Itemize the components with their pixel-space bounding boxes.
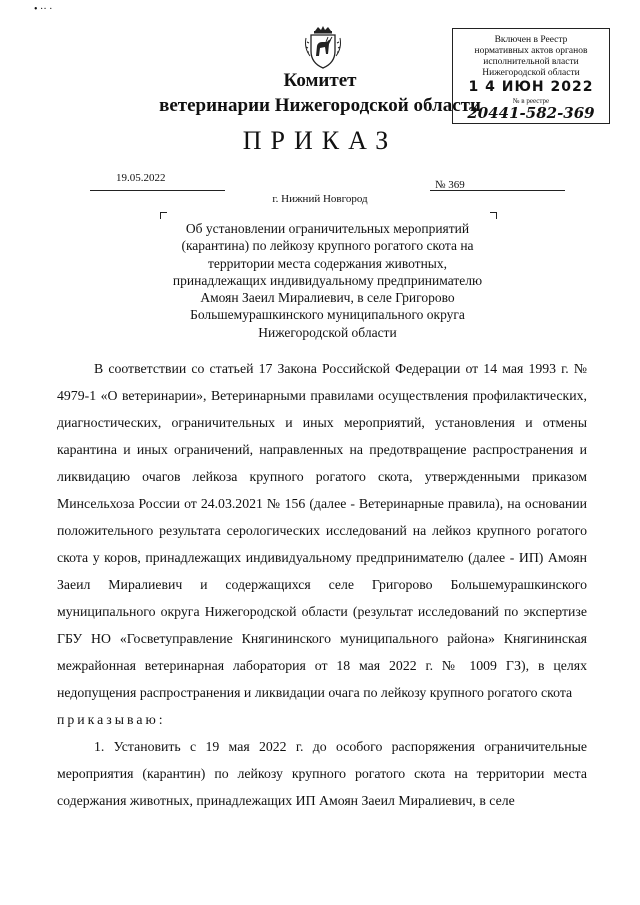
organization-region: ветеринарии Нижегородской области xyxy=(159,95,481,116)
scan-mark: • ·· · xyxy=(34,4,53,15)
date-underline xyxy=(90,190,225,191)
stamp-line: исполнительной власти xyxy=(483,57,579,67)
stamp-line: нормативных актов органов xyxy=(474,46,588,56)
document-title: ПРИКАЗ xyxy=(242,126,398,155)
stamp-registry-label: № в реестре xyxy=(512,97,550,105)
stamp-line: Включен в Реестр xyxy=(494,35,568,45)
order-city: г. Нижний Новгород xyxy=(272,193,368,205)
coat-of-arms-icon xyxy=(302,24,344,70)
number-underline xyxy=(430,190,565,191)
stamp-registry-number: 20441-582-369 xyxy=(467,104,595,122)
order-subject: Об установлении ограничительных мероприятий (карантина) по лейкозу крупного рогатого скота на территории места содержания животных, принадлежащих индивидуальному предпринимателю Амоян Заеил Миралиевич, в селе Григорово Большемурашкинского муниципального округа Нижегородской области xyxy=(172,221,483,340)
subject-corner-right xyxy=(490,212,497,219)
preamble-paragraph: В соответствии со статьей 17 Закона Российской Федерации от 14 мая 1993 г. № 4979-1 «О ветеринарии», Ветеринарными правилами осуществления профилактических, диагностических, ограничительных и иных мероприятий, установления и отмены карантина и иных ограничений, направленных на предотвращение распространения и ликвидацию очагов лейкоза крупного рогатого скота, утвержденными приказом Минсельхоза России от 24.03.2021 № 156 (далее - Ветеринарные правила), на основании положительного результата серологических исследований на лейкоз крупного рогатого скота у коров, принадлежащих индивидуальному предпринимателю (далее - ИП) Амоян Заеил Миралиевич и содержащихся селе Григорово Большемурашкинского муниципального округа Нижегородской области (результат исследований по экспертизе ГБУ НО «Госветуправление Княгининского муниципального района» Княгининская межрайонная ветеринарная лаборатория от 18 мая 2022 г. № 1009 ГЗ), в целях недопущения распространения и ликвидации очага по лейкозу крупного рогатого скота xyxy=(57,361,587,700)
stamp-line: Нижегородской области xyxy=(482,68,580,78)
order-date: 19.05.2022 xyxy=(116,172,166,184)
order-body xyxy=(57,355,587,814)
registry-stamp xyxy=(452,28,610,124)
order-number: № 369 xyxy=(435,179,465,191)
stamp-date: 1 4 ИЮН 2022 xyxy=(468,79,594,95)
order-directive-word: приказываю: xyxy=(57,712,166,727)
subject-corner-left xyxy=(160,212,167,219)
order-item-1: 1. Установить с 19 мая 2022 г. до особого распоряжения ограничительные мероприятия (карантин) по лейкозу крупного рогатого скота на территории места содержания животных, принадлежащих ИП Амоян Заеил Миралиевич, в селе xyxy=(57,739,587,808)
organization-name: Комитет xyxy=(283,70,357,91)
